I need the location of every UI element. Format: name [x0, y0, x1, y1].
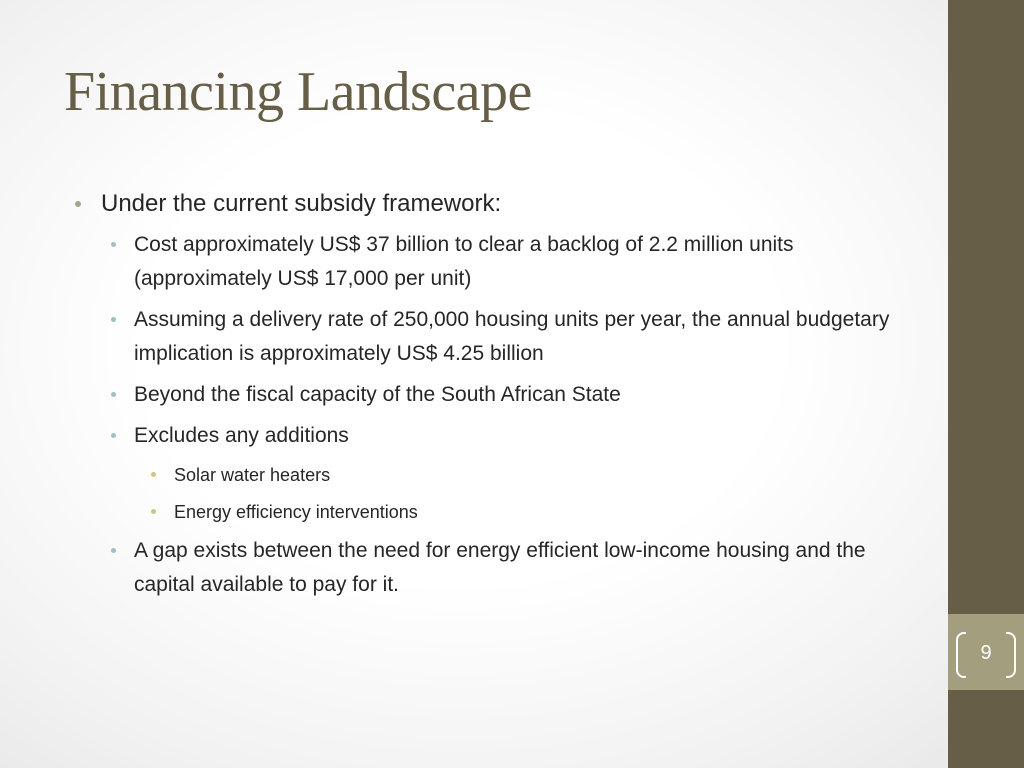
slide-number: 9	[980, 642, 992, 664]
right-bracket-icon	[1006, 632, 1016, 678]
bullet-text: Cost approximately US$ 37 billion to clear a backlog of 2.2 million units (approximately US$ 17,000 per unit)	[134, 233, 794, 290]
bullet-dot-icon	[151, 472, 156, 477]
sub-bullet-item	[72, 303, 902, 371]
sub-sub-bullet-item	[72, 497, 902, 527]
slide-title: Financing Landscape	[64, 61, 532, 123]
bullet-list	[72, 186, 902, 609]
bullet-dot-icon	[111, 317, 116, 322]
sub-bullet-item	[72, 378, 902, 412]
left-bracket-icon	[956, 632, 966, 678]
bullet-text: Energy efficiency interventions	[174, 502, 418, 522]
sub-sub-bullet-item	[72, 460, 902, 490]
bullet-text: Under the current subsidy framework:	[101, 190, 502, 217]
sub-bullet-item	[72, 534, 902, 602]
bullet-dot-icon	[151, 509, 156, 514]
sub-bullet-item	[72, 228, 902, 296]
bullet-text: Beyond the fiscal capacity of the South African State	[134, 383, 621, 406]
bullet-dot-icon	[111, 433, 116, 438]
bullet-dot-icon	[111, 392, 116, 397]
bullet-item	[72, 186, 902, 222]
sub-bullet-item	[72, 419, 902, 453]
bullet-text: Solar water heaters	[174, 465, 331, 485]
bullet-text: Excludes any additions	[134, 424, 349, 447]
bullet-dot-icon	[111, 242, 116, 247]
bullet-dot-icon	[111, 548, 116, 553]
bullet-text: A gap exists between the need for energy efficient low-income housing and the capital available to pay for it.	[134, 539, 866, 596]
bullet-text: Assuming a delivery rate of 250,000 housing units per year, the annual budgetary implication is approximately US$ 4.25 billion	[134, 308, 890, 365]
bullet-dot-icon	[75, 201, 81, 207]
